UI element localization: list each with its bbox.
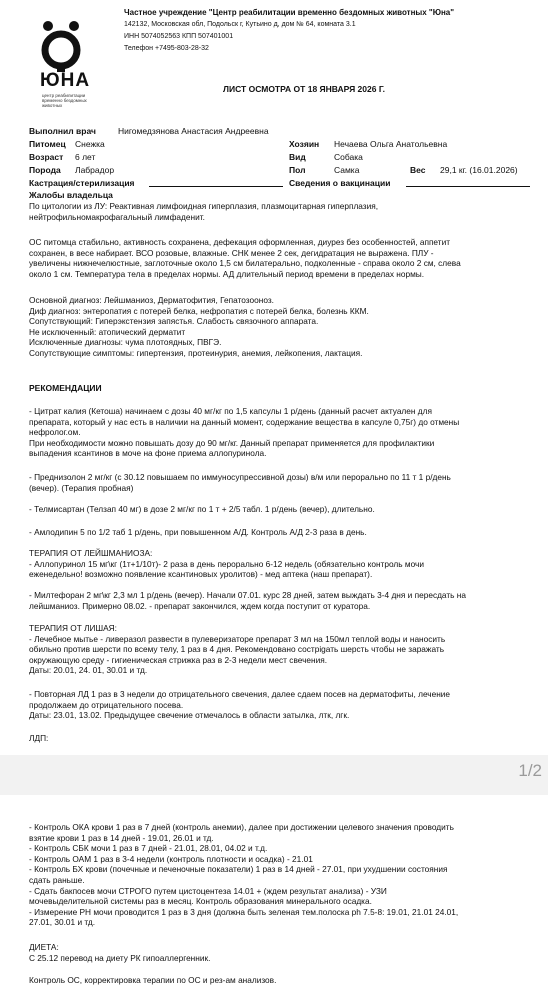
page-gap [0, 755, 548, 795]
org-name: Частное учреждение "Центр реабилитации временно бездомных животных "Юна" [124, 8, 455, 17]
diagnoses-text: Основной диагноз: Лейшманиоз, Дерматофития, Гепатозооноз. Диф диагноз: энтеропатия с потерей белка, нефропатия с потерей белка, болезнь ККМ. Сопутствующий: Гиперэкстензия запястья. Слабость связочного аппарата. Не исключенный: атопический дерматит Исключенные диагнозы: чума плотоядных, ПВГЭ. Сопутствующие симптомы: гипертензия, протеинурия, анемия, лейкопения, лактация. [29, 295, 369, 358]
leishmaniasis-therapy: ТЕРАПИЯ ОТ ЛЕЙШМАНИОЗА: - Аллопуринол 15 мг\кг (1т+1/10т)- 2 раза в день перорально 6-12 недель (обязательно контроль мочи еженедельно! возможно появление ксантиновых уролитов) - мед аптека (наш препарат). [29, 548, 424, 580]
doctor-label: Выполнил врач [29, 126, 96, 136]
status-text: ОС питомца стабильно, активность сохранена, дефекация оформленная, диурез без особенностей, аппетит сохранен, в весе набирает. ВСО розовые, влажные. СНК менее 2 сек, дегидратация не выражена. ПЛУ - увеличены нижнечелюстные, заглоточные около 1,5 см билатерально, подколенные - справа около 2 см, слева около 1 см. Температура тела в пределах нормы. АД длительный период времени в пределах нормы. [29, 237, 461, 279]
pet-value: Снежка [75, 139, 105, 149]
owner-value: Нечаева Ольга Анатольевна [334, 139, 448, 149]
owner-label: Хозяин [289, 139, 320, 149]
recommendations-heading: РЕКОМЕНДАЦИИ [29, 383, 102, 393]
control-list: - Контроль ОКА крови 1 раз в 7 дней (контроль анемии), далее при достижении целевого значения проводить взятие крови 1 раз в 14 дней - 19.01, 26.01 и тд. - Контроль СБК мочи 1 раз в 7 дней - 21.01, 28.01, 04.02 и т.д. - Контроль ОАМ 1 раз в 3-4 недели (контроль плотности и осадка) - 21.01 - Контроль БХ крови (почечные и печеночные показатели) 1 раз в 14 дней - 27.01, при ухудшении состояния сдать раньше. - Сдать бакпосев мочи СТРОГО путем цистоцентеза 14.01 + (ждем результат анализа) - УЗИ мочевыделительной системы раз в месяц. Контроль образования минерального осадка. - Измерение PH мочи проводится 1 раз в 3 дня (должна быть зеленая тем.полоска ph 7.5-8: 19.01, 21.01 24.01, 27.01, 30.01 и тд. [29, 822, 459, 928]
miltefosine-text: - Милтефоран 2 мг\кг 2,3 мл 1 р/день (вечер). Начали 07.01. курс 28 дней, затем выждать 3-4 дня и пересдать на лейшманиоз. Примерно 08.02. - препарат закончился, ждем когда поступит от куратора. [29, 590, 466, 611]
weight-value: 29,1 кг. (16.01.2026) [440, 165, 518, 175]
age-value: 6 лет [75, 152, 96, 162]
control-os-text: Контроль ОС, корректировка терапии по ОС и рез-ам анализов. [29, 975, 277, 985]
rec-amlodipine: - Амлодипин 5 по 1/2 таб 1 р/день, при повышенном А/Д. Контроль А/Д 2-3 раза в день. [29, 527, 367, 537]
vaccination-label: Сведения о вакцинации [289, 178, 391, 188]
breed-label: Порода [29, 165, 61, 175]
pet-label: Питомец [29, 139, 66, 149]
ld-text: - Повторная ЛД 1 раз в 3 недели до отрицательного свечения, далее сдаем посев на дерматофиты, лечение продолжаем до отрицательного посева. Даты: 23.01, 13.02. Предыдущее свечение отмечалось в области затылка, лтк, лгк. [29, 689, 451, 721]
lichen-therapy: ТЕРАПИЯ ОТ ЛИШАЯ: - Лечебное мытье - ливеразол развести в пулеверизаторе препарат 3 мл на 150мл теплой воды и наносить обильно против шерсти по всему телу, 1 раз в 4 дня. Рекомендовано сострigать шерсть чтобы не заражать окружающую среду - гигиеническая стрижка раз в 2-3 недели мест свечения. Даты: 20.01, 24. 01, 30.01 и тд. [29, 623, 446, 676]
cytology-text: По цитологии из ЛУ: Реактивная лимфоидная гиперплазия, плазмоцитарная гиперплазия, нейтрофильномакрофагальный лимфаденит. [29, 201, 379, 222]
vaccination-line [406, 186, 530, 187]
logo-text: ЮНА [40, 70, 91, 91]
sex-label: Пол [289, 165, 306, 175]
ldp-text: ЛДП: [29, 733, 49, 743]
breed-value: Лабрадор [75, 165, 115, 175]
species-value: Собака [334, 152, 363, 162]
sex-value: Самка [334, 165, 360, 175]
org-info [124, 7, 534, 55]
species-label: Вид [289, 152, 306, 162]
org-inn: ИНН 5074052563 КПП 507401001 [124, 33, 234, 40]
page-number: 1/2 [518, 761, 542, 780]
castration-label: Кастрация/стерилизация [29, 178, 135, 188]
diet-text: ДИЕТА: С 25.12 перевод на диету РК гипоаллергенник. [29, 942, 211, 963]
weight-label: Вес [410, 165, 426, 175]
rec-prednisolone: - Преднизолон 2 мг/кг (с 30.12 повышаем по иммуносупрессивной дозы) в/м или перорально по 11 т 1 р/день (вечер). (Терапия пробная) [29, 472, 451, 493]
complaints-label: Жалобы владельца [29, 190, 113, 200]
org-phone: Телефон +7495-803-28-32 [124, 45, 209, 52]
doctor-value: Нигомедзянова Анастасия Андреевна [118, 126, 269, 136]
castration-line [149, 186, 283, 187]
rec-potassium-citrate: - Цитрат калия (Кетоша) начинаем с дозы 40 мг/кг по 1,5 капсулы 1 р/день (данный расчет актуален для препарата, который у нас есть в наличии на данный момент, содержание вещества в капсуле 0,75г) до отмены нефролог.ом. При необходимости можно повышать дозу до 90 мг/кг. Данный препарат применяется для профилактики выпадения ксантинов в моче на фоне приема аллопуринола. [29, 406, 460, 459]
org-address: 142132, Московская обл, Подольск г, Кутьино д, дом № 64, комната 3.1 [124, 21, 356, 28]
logo-subtitle: центр реабилитации временно бездомных животных [42, 93, 87, 108]
page-title: ЛИСТ ОСМОТРА ОТ 18 ЯНВАРЯ 2026 Г. [223, 84, 385, 94]
rec-telmisartan: - Телмисартан (Телзап 40 мг) в дозе 2 мг/кг по 1 т + 2/5 табл. 1 р/день (вечер), длительно. [29, 504, 375, 514]
page-2 [0, 795, 548, 1000]
age-label: Возраст [29, 152, 64, 162]
